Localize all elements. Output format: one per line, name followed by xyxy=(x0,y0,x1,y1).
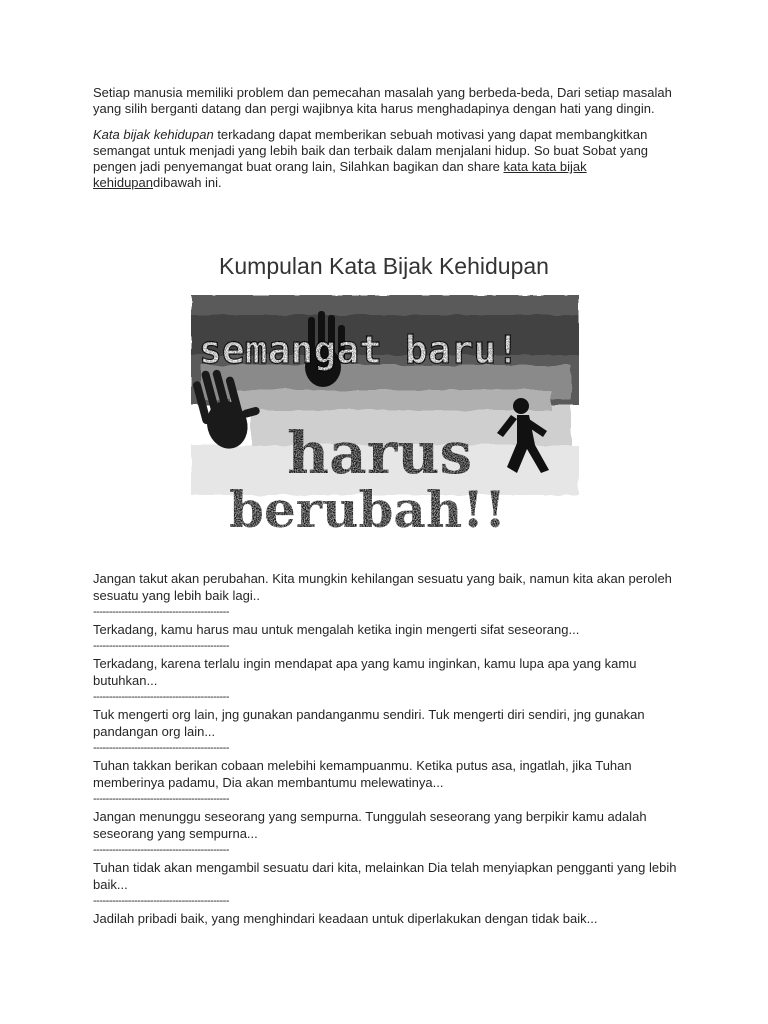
quote-item: Jangan takut akan perubahan. Kita mungkin kehilangan sesuatu yang baik, namun kita akan peroleh sesuatu yang lebih baik lagi.. xyxy=(93,571,672,603)
quote-item: Tuhan tidak akan mengambil sesuatu dari kita, melainkan Dia telah menyiapkan pengganti yang lebih baik... xyxy=(93,860,677,892)
semangat-baru-banner-image xyxy=(191,295,579,545)
intro-paragraph-1: Setiap manusia memiliki problem dan pemecahan masalah yang berbeda-beda, Dari setiap masalah yang silih berganti datang dan pergi wajibnya kita harus menghadapinya dengan hati yang dingin. xyxy=(93,85,672,116)
quotes-list xyxy=(93,570,683,927)
separator: ------------------------------------------- xyxy=(93,640,230,652)
separator: ------------------------------------------- xyxy=(93,606,230,618)
separator: ------------------------------------------- xyxy=(93,742,230,754)
document-page xyxy=(93,85,683,926)
intro-tail: dibawah ini. xyxy=(153,175,222,190)
quote-item: Tuhan takkan berikan cobaan melebihi kemampuanmu. Ketika putus asa, ingatlah, jika Tuhan memberinya padamu, Dia akan membantumu melewatinya... xyxy=(93,758,632,790)
separator: ------------------------------------------- xyxy=(93,691,230,703)
intro-paragraph-2 xyxy=(93,127,683,191)
separator: ------------------------------------------- xyxy=(93,793,230,805)
quote-item: Terkadang, kamu harus mau untuk mengalah ketika ingin mengerti sifat seseorang... xyxy=(93,622,580,637)
intro-text: terkadang dapat memberikan sebuah motivasi yang dapat membangkitkan semangat untuk menjadi yang lebih baik dan terbaik dalam menjalani hidup. So buat Sobat yang pengen jadi penyemangat buat orang lain, Silahkan bagikan dan share xyxy=(93,127,649,174)
quote-item: Terkadang, karena terlalu ingin mendapat apa yang kamu inginkan, kamu lupa apa yang kamu butuhkan... xyxy=(93,656,637,688)
quote-item: Jadilah pribadi baik, yang menghindari keadaan untuk diperlakukan dengan tidak baik... xyxy=(93,911,598,926)
separator: ------------------------------------------- xyxy=(93,844,230,856)
banner-line-1: semangat baru! xyxy=(199,328,520,372)
quote-item: Tuk mengerti org lain, jng gunakan pandanganmu sendiri. Tuk mengerti diri sendiri, jng gunakan pandangan org lain... xyxy=(93,707,645,739)
section-heading: Kumpulan Kata Bijak Kehidupan xyxy=(219,253,549,279)
intro-italic-phrase: Kata bijak kehidupan xyxy=(93,127,214,142)
banner-line-3: berubah!! xyxy=(229,480,507,539)
banner-line-2: harus xyxy=(287,419,473,487)
quote-item: Jangan menunggu seseorang yang sempurna. Tunggulah seseorang yang berpikir kamu adalah seseorang yang sempurna... xyxy=(93,809,647,841)
separator: ------------------------------------------- xyxy=(93,895,230,907)
kata-bijak-link[interactable]: kata kata bijak kehidupan xyxy=(93,159,587,190)
